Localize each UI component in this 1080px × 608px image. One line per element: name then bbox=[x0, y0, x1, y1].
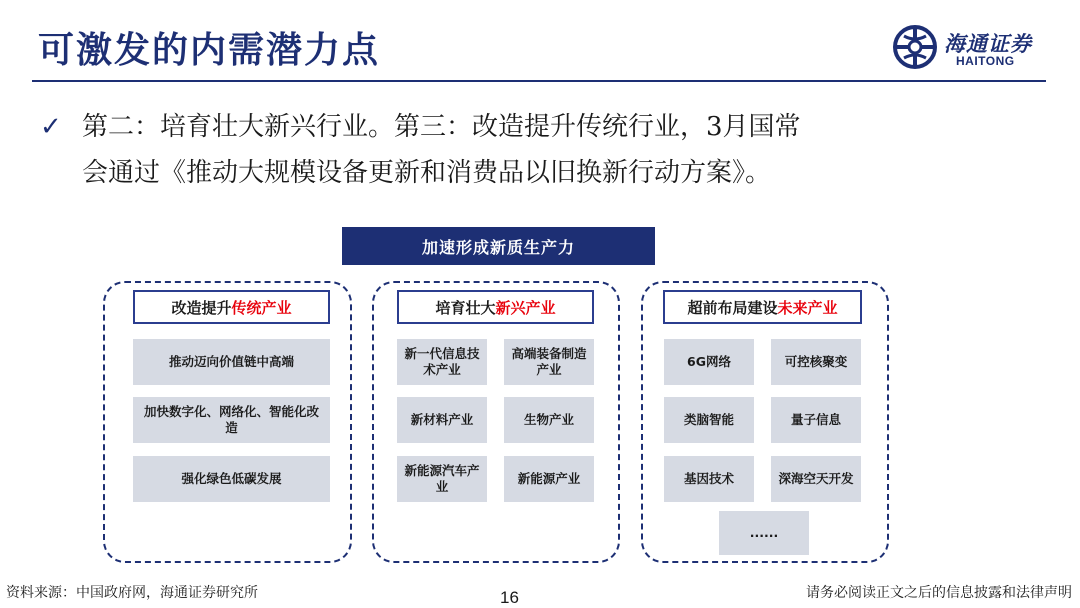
bullet-line-1: 第二：培育壮大新兴行业。第三：改造提升传统行业，3月国常 bbox=[82, 112, 801, 142]
group-header-highlight: 新兴产业 bbox=[495, 298, 556, 317]
checkmark-icon: ✓ bbox=[40, 112, 62, 142]
item-new-materials: 新材料产业 bbox=[397, 397, 487, 443]
item-6g: 6G网络 bbox=[664, 339, 754, 385]
haitong-logo bbox=[892, 24, 1062, 72]
logo-chinese-name: 海通证券 bbox=[944, 31, 1032, 56]
group-header-highlight: 未来产业 bbox=[777, 298, 838, 317]
group-header-highlight: 传统产业 bbox=[231, 298, 292, 317]
title-divider bbox=[32, 80, 1046, 82]
group-header-plain: 培育壮大 bbox=[435, 298, 496, 317]
bullet-text bbox=[40, 104, 1030, 196]
item-gene-tech: 基因技术 bbox=[664, 456, 754, 502]
item-nev: 新能源汽车产业 bbox=[397, 456, 487, 502]
group-header-future bbox=[663, 290, 862, 324]
item-quantum: 量子信息 bbox=[771, 397, 861, 443]
item-new-energy: 新能源产业 bbox=[504, 456, 594, 502]
group-header-plain: 超前布局建设 bbox=[687, 298, 778, 317]
item-high-end-equipment: 高端装备制造产业 bbox=[504, 339, 594, 385]
group-header-traditional bbox=[133, 290, 330, 324]
item-digitalization: 加快数字化、网络化、智能化改造 bbox=[133, 397, 330, 443]
item-fusion: 可控核聚变 bbox=[771, 339, 861, 385]
item-it-industry: 新一代信息技术产业 bbox=[397, 339, 487, 385]
disclaimer-note: 请务必阅读正文之后的信息披露和法律声明 bbox=[806, 585, 1072, 601]
bullet-line-2: 会通过《推动大规模设备更新和消费品以旧换新行动方案》。 bbox=[82, 158, 772, 188]
item-green-development: 强化绿色低碳发展 bbox=[133, 456, 330, 502]
logo-english-name: HAITONG bbox=[956, 54, 1015, 68]
item-brain-computing: 类脑智能 bbox=[664, 397, 754, 443]
diagram-banner: 加速形成新质生产力 bbox=[342, 227, 655, 265]
page-number: 16 bbox=[500, 588, 519, 607]
group-header-emerging bbox=[397, 290, 594, 324]
page-title: 可激发的内需潜力点 bbox=[38, 29, 381, 71]
item-biotech: 生物产业 bbox=[504, 397, 594, 443]
item-ellipsis: ...... bbox=[719, 511, 809, 555]
group-header-plain: 改造提升 bbox=[171, 298, 232, 317]
item-value-chain: 推动迈向价值链中高端 bbox=[133, 339, 330, 385]
source-note: 资料来源：中国政府网，海通证券研究所 bbox=[6, 585, 258, 601]
haitong-emblem-icon bbox=[892, 24, 938, 70]
item-deep-sea-space: 深海空天开发 bbox=[771, 456, 861, 502]
